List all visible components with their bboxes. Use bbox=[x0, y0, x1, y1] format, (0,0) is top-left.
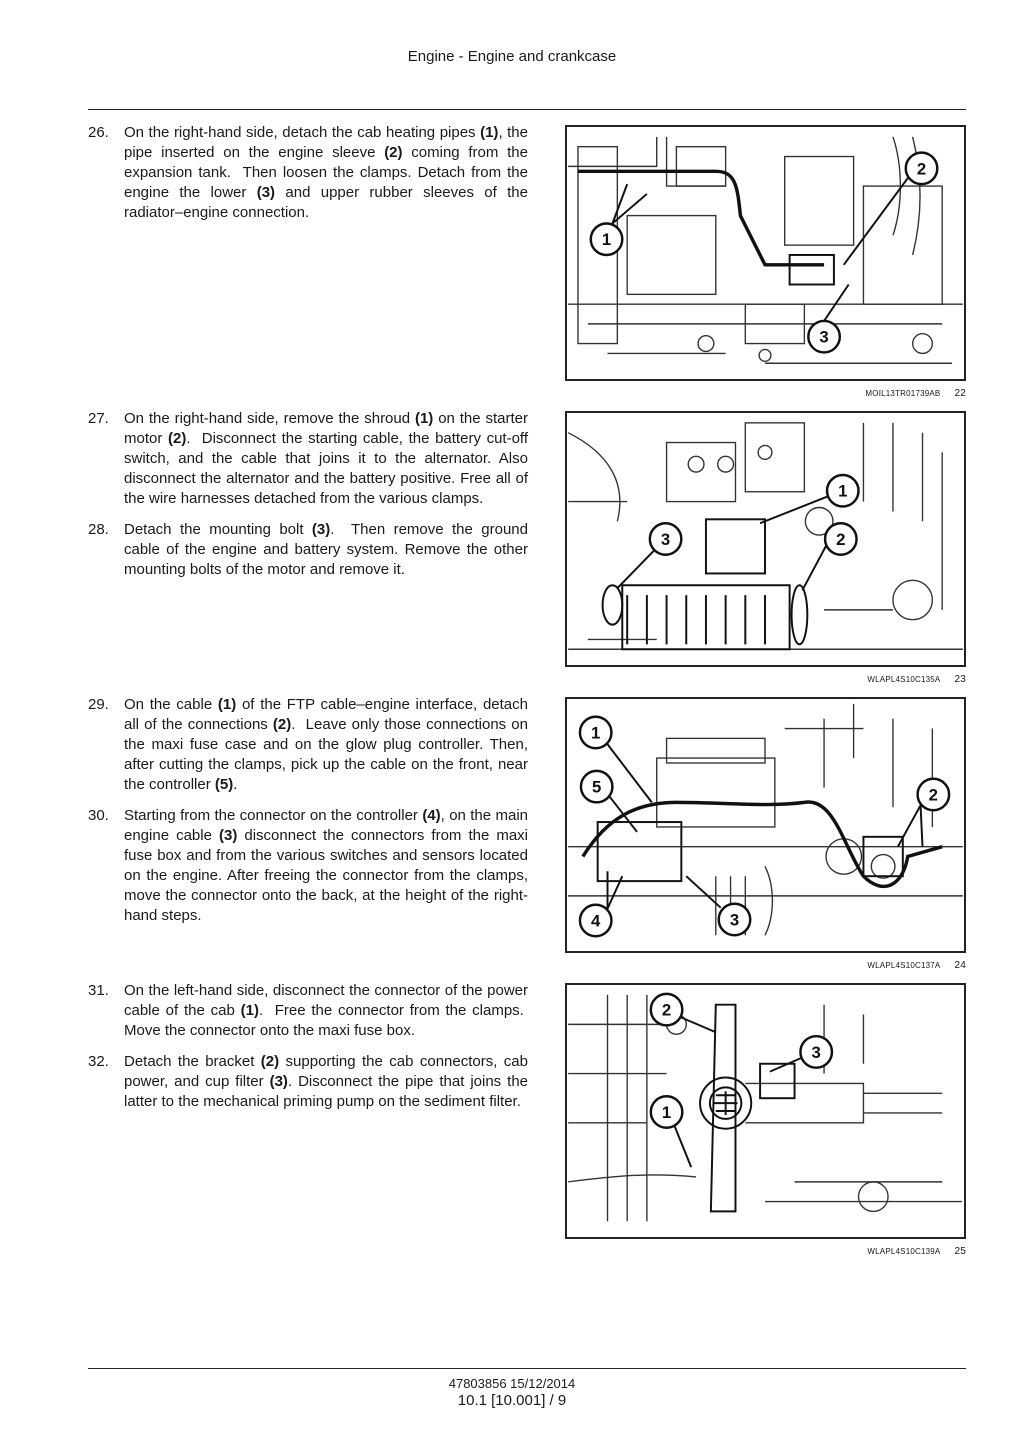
callout-2: 2 bbox=[661, 1000, 672, 1020]
figure-number: 25 bbox=[954, 1246, 966, 1257]
footer-doc-id: 47803856 15/12/2014 bbox=[448, 1376, 576, 1391]
step-text: On the right-hand side, remove the shroud (1) on the starter motor (2). Disconnect the starting cable, the battery cut-off switch, and the cable that joins it to the alternator. Also disconnect the alternator and the battery positive. Free all of the wire harnesses detached from the various clamps. bbox=[124, 410, 528, 507]
step-number: 28. bbox=[88, 521, 109, 538]
step-text: Detach the bracket (2) supporting the cab connectors, cab power, and cup filter (3). Disconnect the pipe that joins the latter to the mechanical priming pump on the sediment filter. bbox=[124, 1053, 528, 1110]
figure-24 bbox=[565, 697, 966, 953]
figure-23-illustration bbox=[567, 413, 964, 665]
figure-number: 24 bbox=[954, 960, 966, 971]
step-text: On the cable (1) of the FTP cable–engine interface, detach all of the connections (2). Leave only those connections on the maxi fuse case and on the glow plug controller. Then, after cutting the clamps, pick up the cable on the front, near the controller (5). bbox=[124, 696, 528, 793]
callout-1: 1 bbox=[591, 723, 601, 743]
callout-1: 1 bbox=[661, 1102, 672, 1122]
step-31 bbox=[88, 981, 528, 1041]
figure-number: 23 bbox=[954, 674, 966, 685]
step-number: 32. bbox=[88, 1053, 109, 1070]
figure-code: WLAPL4S10C139A bbox=[867, 1247, 941, 1256]
steps-group-4 bbox=[88, 981, 528, 1123]
figure-22-illustration bbox=[567, 127, 964, 379]
figure-code: WLAPL4S10C135A bbox=[867, 675, 941, 684]
callout-3: 3 bbox=[819, 327, 829, 347]
step-number: 31. bbox=[88, 982, 109, 999]
callout-1: 1 bbox=[601, 230, 612, 250]
step-30 bbox=[88, 806, 528, 926]
callout-3: 3 bbox=[811, 1042, 821, 1062]
callout-3: 3 bbox=[729, 910, 740, 930]
callout-4: 4 bbox=[591, 911, 601, 931]
figure-22 bbox=[565, 125, 966, 381]
callout-1: 1 bbox=[838, 481, 848, 501]
step-number: 26. bbox=[88, 124, 109, 141]
step-number: 29. bbox=[88, 696, 109, 713]
callout-2: 2 bbox=[836, 529, 846, 549]
step-26 bbox=[88, 123, 528, 223]
callout-5: 5 bbox=[592, 777, 602, 797]
figure-22-caption bbox=[865, 388, 966, 399]
figure-code: WLAPL4S10C137A bbox=[867, 961, 941, 970]
callout-2: 2 bbox=[916, 159, 927, 179]
figure-25-caption bbox=[867, 1246, 966, 1257]
callout-2: 2 bbox=[928, 785, 938, 805]
steps-group-3 bbox=[88, 695, 528, 937]
step-number: 30. bbox=[88, 807, 109, 824]
figure-number: 22 bbox=[954, 388, 966, 399]
footer-page-number: 10.1 [10.001] / 9 bbox=[457, 1392, 567, 1409]
step-text: On the left-hand side, disconnect the connector of the power cable of the cab (1). Free the connector from the clamps. Move the connector onto the maxi fuse box. bbox=[124, 982, 529, 1039]
steps-group-1 bbox=[88, 123, 528, 234]
step-28 bbox=[88, 520, 528, 580]
figure-24-caption bbox=[867, 960, 966, 971]
step-27 bbox=[88, 409, 528, 509]
header-rule bbox=[88, 109, 966, 110]
footer-rule bbox=[88, 1368, 966, 1369]
figure-code: MOIL13TR01739AB bbox=[865, 389, 941, 398]
step-number: 27. bbox=[88, 410, 109, 427]
steps-group-2 bbox=[88, 409, 528, 591]
step-text: On the right-hand side, detach the cab heating pipes (1), the pipe inserted on the engine sleeve (2) coming from the expansion tank. Then loosen the clamps. Detach from the engine the lower (3) and upper rubber sleeves of the radiator–engine connection. bbox=[124, 124, 528, 221]
figure-25 bbox=[565, 983, 966, 1239]
callout-3: 3 bbox=[660, 529, 671, 549]
figure-24-illustration bbox=[567, 699, 964, 951]
step-text: Detach the mounting bolt (3). Then remove the ground cable of the engine and battery system. Remove the other mounting bolts of the motor and remove it. bbox=[124, 521, 528, 578]
step-29 bbox=[88, 695, 528, 795]
step-32 bbox=[88, 1052, 528, 1112]
page-header-title: Engine - Engine and crankcase bbox=[407, 48, 617, 65]
figure-23 bbox=[565, 411, 966, 667]
figure-25-illustration bbox=[567, 985, 964, 1237]
figure-23-caption bbox=[867, 674, 966, 685]
step-text: Starting from the connector on the controller (4), on the main engine cable (3) disconnect the connectors from the maxi fuse box and from the various switches and sensors located on the engine. After freeing the connector from the clamps, move the connector onto the back, at the height of the right-hand steps. bbox=[124, 807, 529, 924]
